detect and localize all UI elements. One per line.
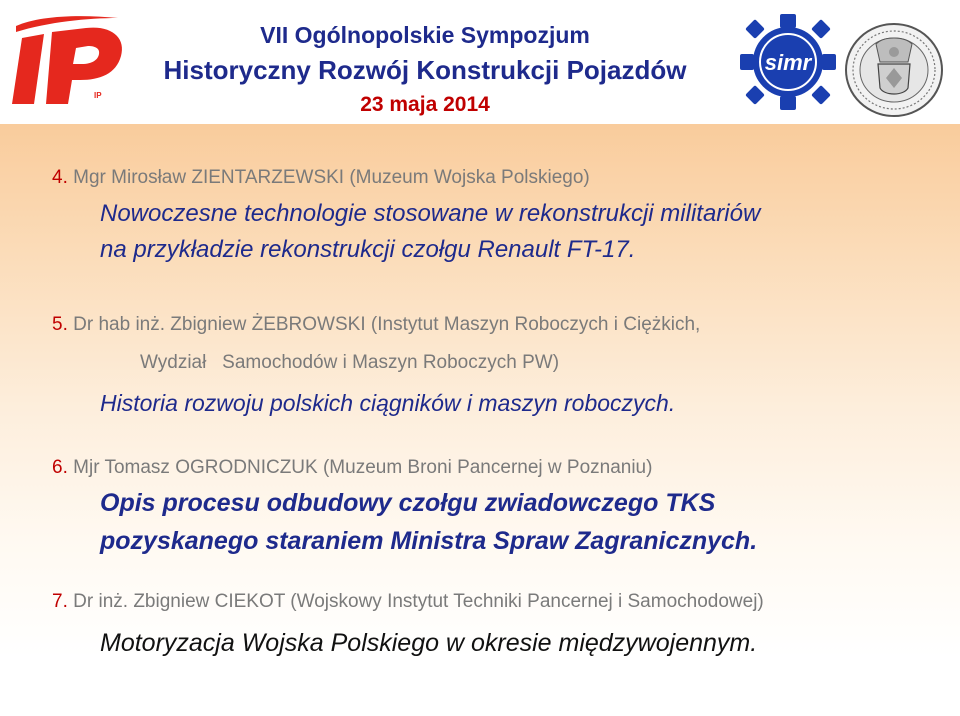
svg-text:simr: simr bbox=[764, 50, 812, 75]
symposium-name: VII Ogólnopolskie Sympozjum bbox=[260, 22, 590, 48]
talk-title: Historia rozwoju polskich ciągników i maszyn roboczych. bbox=[100, 390, 676, 416]
simr-logo-icon bbox=[738, 12, 838, 112]
item-number: 6. bbox=[52, 457, 68, 478]
symposium-header-text bbox=[130, 18, 720, 122]
symposium-theme: Historyczny Rozwój Konstrukcji Pojazdów bbox=[163, 55, 687, 85]
talk-title: Nowoczesne technologie stosowane w rekonstrukcji militariów bbox=[100, 200, 761, 227]
speaker-name: Mjr Tomasz OGRODNICZUK (Muzeum Broni Pancernej w Poznaniu) bbox=[73, 457, 653, 478]
slide-header bbox=[0, 0, 960, 124]
item-number: 5. bbox=[52, 314, 68, 335]
talk-title: Opis procesu odbudowy czołgu zwiadowczego TKS bbox=[100, 489, 716, 517]
speaker-name: Dr hab inż. Zbigniew ŻEBROWSKI (Instytut Maszyn Roboczych i Ciężkich, bbox=[73, 314, 701, 335]
speaker-name: Mgr Mirosław ZIENTARZEWSKI (Muzeum Wojska Polskiego) bbox=[73, 167, 590, 188]
speaker-line bbox=[52, 314, 700, 336]
slide-content bbox=[0, 124, 960, 716]
speaker-line bbox=[52, 591, 764, 613]
speaker-name: Dr inż. Zbigniew CIEKOT (Wojskowy Instytut Techniki Pancernej i Samochodowej) bbox=[73, 591, 764, 612]
talk-title: na przykładzie rekonstrukcji czołgu Renault FT-17. bbox=[100, 236, 636, 263]
speaker-affiliation: Wydział Samochodów i Maszyn Roboczych PW) bbox=[140, 352, 560, 373]
svg-text:IP: IP bbox=[94, 91, 102, 100]
ip-logo-icon bbox=[8, 12, 126, 108]
item-number: 7. bbox=[52, 591, 68, 612]
talk-title: pozyskanego staraniem Ministra Spraw Zagranicznych. bbox=[100, 527, 758, 555]
talk-title: Motoryzacja Wojska Polskiego w okresie międzywojennym. bbox=[100, 629, 758, 657]
speaker-line bbox=[52, 167, 590, 189]
symposium-date: 23 maja 2014 bbox=[360, 93, 490, 116]
speaker-line bbox=[52, 457, 652, 479]
university-seal-icon bbox=[844, 22, 944, 118]
item-number: 4. bbox=[52, 167, 68, 188]
